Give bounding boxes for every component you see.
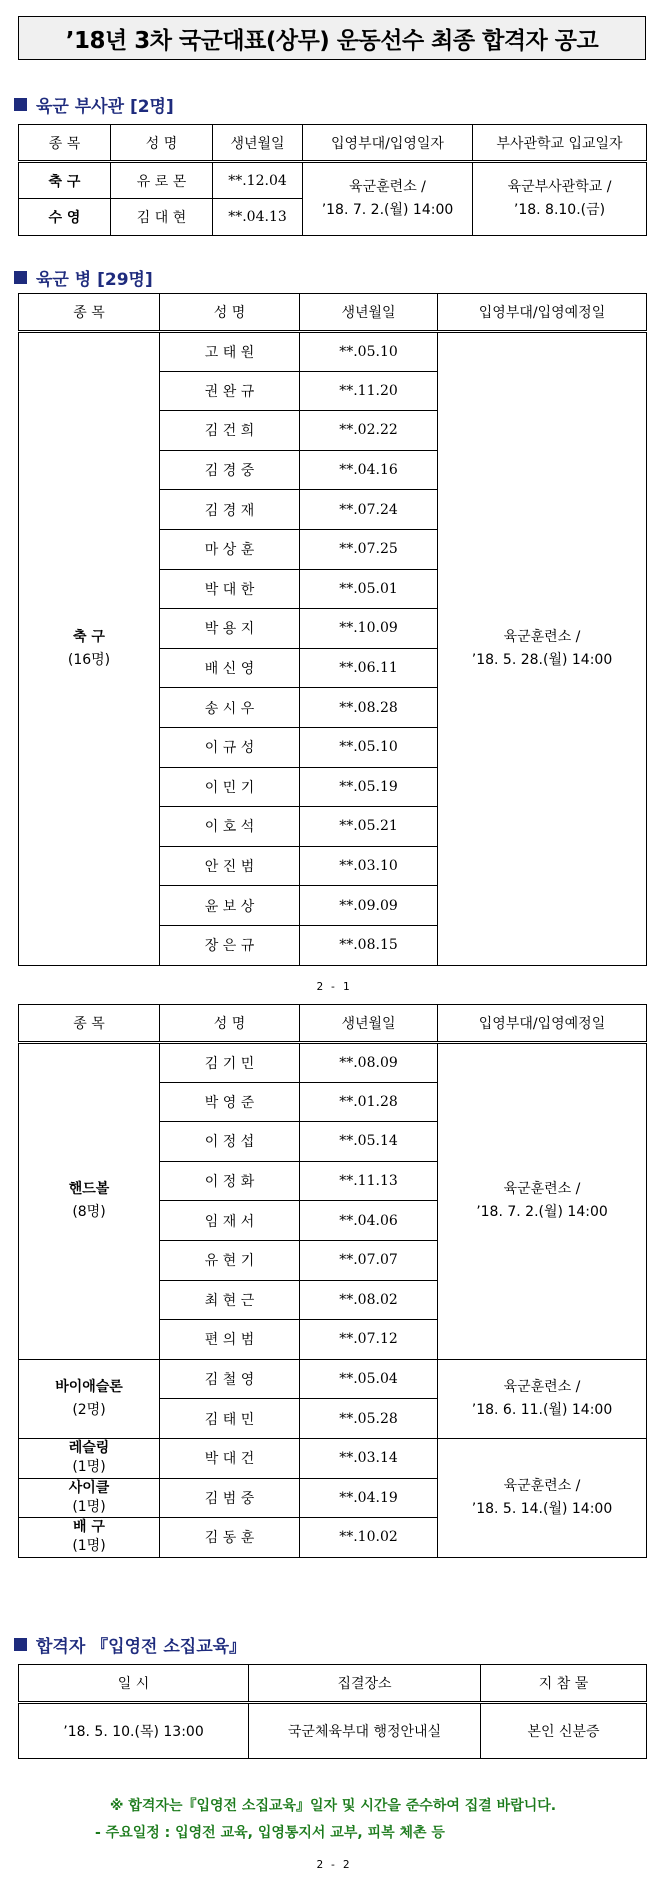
dob-cell: **.07.07 [300, 1240, 438, 1280]
dob-cell: **.10.02 [300, 1518, 438, 1558]
sport-label: 바이애슬론 [55, 1378, 123, 1395]
name-cell: 김 태 민 [160, 1399, 300, 1439]
name-cell: 이 정 화 [160, 1161, 300, 1201]
name-cell: 편 의 범 [160, 1320, 300, 1360]
name-cell: 김 건 희 [160, 411, 300, 451]
sport-count: (2명) [72, 1401, 106, 1418]
sport-label: 배 구 [73, 1519, 105, 1536]
date-line: ’18. 6. 11.(월) 14:00 [471, 1401, 613, 1418]
dob-cell: **.04.13 [213, 199, 303, 236]
square-bullet-icon [14, 98, 27, 111]
dob-cell: **.01.28 [300, 1082, 438, 1122]
table-row [19, 1359, 647, 1399]
name-cell: 김 기 민 [160, 1043, 300, 1083]
header-cell: 종 목 [19, 125, 111, 162]
header-cell: 생년월일 [213, 125, 303, 162]
sport-label: 레슬링 [68, 1440, 110, 1457]
name-cell: 윤 보 상 [160, 886, 300, 926]
header-cell: 입영부대/입영예정일 [438, 1005, 647, 1043]
dob-cell: **.05.28 [300, 1399, 438, 1439]
sport-cell: 수 영 [19, 199, 111, 236]
dob-cell: **.04.19 [300, 1478, 438, 1518]
sport-cell [19, 1043, 160, 1360]
section-heading-education [14, 1632, 246, 1657]
unit-date-cell [438, 1438, 647, 1557]
name-cell: 권 완 규 [160, 371, 300, 411]
header-cell: 집결장소 [249, 1665, 481, 1703]
page-number: 2 - 2 [316, 1858, 350, 1871]
dob-cell: **.10.09 [300, 609, 438, 649]
unit-date-cell [303, 162, 473, 236]
school-date-cell [473, 162, 647, 236]
header-cell: 종 목 [19, 1005, 160, 1043]
sport-count: (1명) [72, 1538, 106, 1555]
dob-cell: **.04.16 [300, 450, 438, 490]
header-cell: 성 명 [111, 125, 213, 162]
table-row [19, 1703, 647, 1759]
dob-cell: **.07.24 [300, 490, 438, 530]
unit-line: 육군훈련소 / [503, 628, 581, 645]
dob-cell: **.09.09 [300, 886, 438, 926]
datetime-cell: ’18. 5. 10.(목) 13:00 [19, 1703, 249, 1759]
section-heading-nco-label: 육군 부사관 [2명] [36, 97, 174, 117]
sport-label: 핸드볼 [68, 1181, 110, 1198]
date-line: ’18. 5. 14.(월) 14:00 [471, 1500, 613, 1517]
section-heading-nco [14, 92, 174, 117]
name-cell: 배 신 영 [160, 648, 300, 688]
header-cell: 부사관학교 입교일자 [473, 125, 647, 162]
header-cell: 일 시 [19, 1665, 249, 1703]
name-cell: 박 영 준 [160, 1082, 300, 1122]
name-cell: 이 정 섭 [160, 1122, 300, 1162]
education-table [18, 1664, 647, 1759]
table-row [19, 162, 647, 199]
dob-cell: **.06.11 [300, 648, 438, 688]
dob-cell: **.07.25 [300, 529, 438, 569]
square-bullet-icon [14, 1638, 27, 1651]
table-row [19, 1043, 647, 1083]
name-cell: 송 시 우 [160, 688, 300, 728]
name-cell: 이 규 성 [160, 727, 300, 767]
table-header-row [19, 125, 647, 162]
unit-line: 육군훈련소 / [503, 1477, 581, 1494]
dob-cell: **.05.21 [300, 807, 438, 847]
unit-line: 육군훈련소 / [503, 1181, 581, 1198]
name-cell: 마 상 훈 [160, 529, 300, 569]
school-line: 육군부사관학교 / [507, 179, 612, 195]
dob-cell: **.08.15 [300, 925, 438, 965]
dob-cell: **.08.28 [300, 688, 438, 728]
place-cell: 국군체육부대 행정안내실 [249, 1703, 481, 1759]
header-cell: 입영부대/입영예정일 [438, 294, 647, 332]
sport-cell [19, 1478, 160, 1518]
table-row [19, 1438, 647, 1478]
dob-cell: **.03.10 [300, 846, 438, 886]
header-cell: 종 목 [19, 294, 160, 332]
header-cell: 성 명 [160, 294, 300, 332]
header-cell: 지 참 물 [481, 1665, 647, 1703]
sport-count: (1명) [72, 1459, 106, 1476]
title-box [18, 16, 646, 60]
table-row [19, 332, 647, 372]
sport-cell [19, 1359, 160, 1438]
section-heading-education-label: 합격자 『입영전 소집교육』 [36, 1637, 247, 1657]
sport-count: (1명) [72, 1498, 106, 1515]
name-cell: 김 대 현 [111, 199, 213, 236]
soccer-table [18, 293, 647, 966]
dob-cell: **.05.19 [300, 767, 438, 807]
dob-cell: **.05.04 [300, 1359, 438, 1399]
sport-cell [19, 1438, 160, 1478]
unit-line: 육군훈련소 / [503, 1378, 581, 1395]
name-cell: 박 용 지 [160, 609, 300, 649]
header-cell: 성 명 [160, 1005, 300, 1043]
name-cell: 안 진 범 [160, 846, 300, 886]
name-cell: 임 재 서 [160, 1201, 300, 1241]
name-cell: 박 대 한 [160, 569, 300, 609]
date-line: ’18. 7. 2.(월) 14:00 [476, 1204, 608, 1221]
items-cell: 본인 신분증 [481, 1703, 647, 1759]
nco-table [18, 124, 647, 236]
name-cell: 고 태 원 [160, 332, 300, 372]
section-heading-soldier-label: 육군 병 [29명] [36, 270, 153, 290]
header-cell: 입영부대/입영일자 [303, 125, 473, 162]
sport-cell: 축 구 [19, 162, 111, 199]
date-line: ’18. 7. 2.(월) 14:00 [321, 202, 454, 218]
name-cell: 이 호 석 [160, 807, 300, 847]
other-sports-table [18, 1004, 647, 1558]
notice-line: ※ 합격자는『입영전 소집교육』일자 및 시간을 준수하여 집결 바랍니다. [109, 1798, 557, 1814]
name-cell: 김 경 중 [160, 450, 300, 490]
dob-cell: **.04.06 [300, 1201, 438, 1241]
sport-label: 축 구 [73, 628, 105, 645]
header-cell: 생년월일 [300, 294, 438, 332]
date-line: ’18. 5. 28.(월) 14:00 [471, 651, 613, 668]
name-cell: 김 범 중 [160, 1478, 300, 1518]
dob-cell: **.05.10 [300, 332, 438, 372]
sport-count: (16명) [67, 651, 111, 668]
dob-cell: **.11.13 [300, 1161, 438, 1201]
table-header-row [19, 294, 647, 332]
name-cell: 박 대 건 [160, 1438, 300, 1478]
dob-cell: **.03.14 [300, 1438, 438, 1478]
name-cell: 장 은 규 [160, 925, 300, 965]
name-cell: 이 민 기 [160, 767, 300, 807]
sport-cell [19, 332, 160, 966]
dob-cell: **.07.12 [300, 1320, 438, 1360]
name-cell: 김 경 재 [160, 490, 300, 530]
table-header-row [19, 1005, 647, 1043]
dob-cell: **.12.04 [213, 162, 303, 199]
dob-cell: **.05.01 [300, 569, 438, 609]
page-number: 2 - 1 [316, 980, 350, 993]
unit-line: 육군훈련소 / [349, 179, 426, 195]
sport-label: 사이클 [68, 1479, 110, 1496]
name-cell: 김 철 영 [160, 1359, 300, 1399]
dob-cell: **.08.09 [300, 1043, 438, 1083]
header-cell: 생년월일 [300, 1005, 438, 1043]
name-cell: 최 현 근 [160, 1280, 300, 1320]
square-bullet-icon [14, 271, 27, 284]
page-title: ’18년 3차 국군대표(상무) 운동선수 최종 합격자 공고 [65, 27, 599, 54]
sport-cell [19, 1518, 160, 1558]
unit-date-cell [438, 1043, 647, 1360]
name-cell: 유 로 몬 [111, 162, 213, 199]
unit-date-cell [438, 332, 647, 966]
unit-date-cell [438, 1359, 647, 1438]
sport-count: (8명) [72, 1204, 106, 1221]
dob-cell: **.05.10 [300, 727, 438, 767]
table-header-row [19, 1665, 647, 1703]
dob-cell: **.05.14 [300, 1122, 438, 1162]
dob-cell: **.11.20 [300, 371, 438, 411]
section-heading-soldier [14, 265, 153, 290]
name-cell: 유 현 기 [160, 1240, 300, 1280]
dob-cell: **.02.22 [300, 411, 438, 451]
date-line: ’18. 8.10.(금) [513, 202, 606, 218]
schedule-line: - 주요일정 : 입영전 교육, 입영통지서 교부, 피복 체촌 등 [95, 1825, 445, 1841]
name-cell: 김 동 훈 [160, 1518, 300, 1558]
dob-cell: **.08.02 [300, 1280, 438, 1320]
